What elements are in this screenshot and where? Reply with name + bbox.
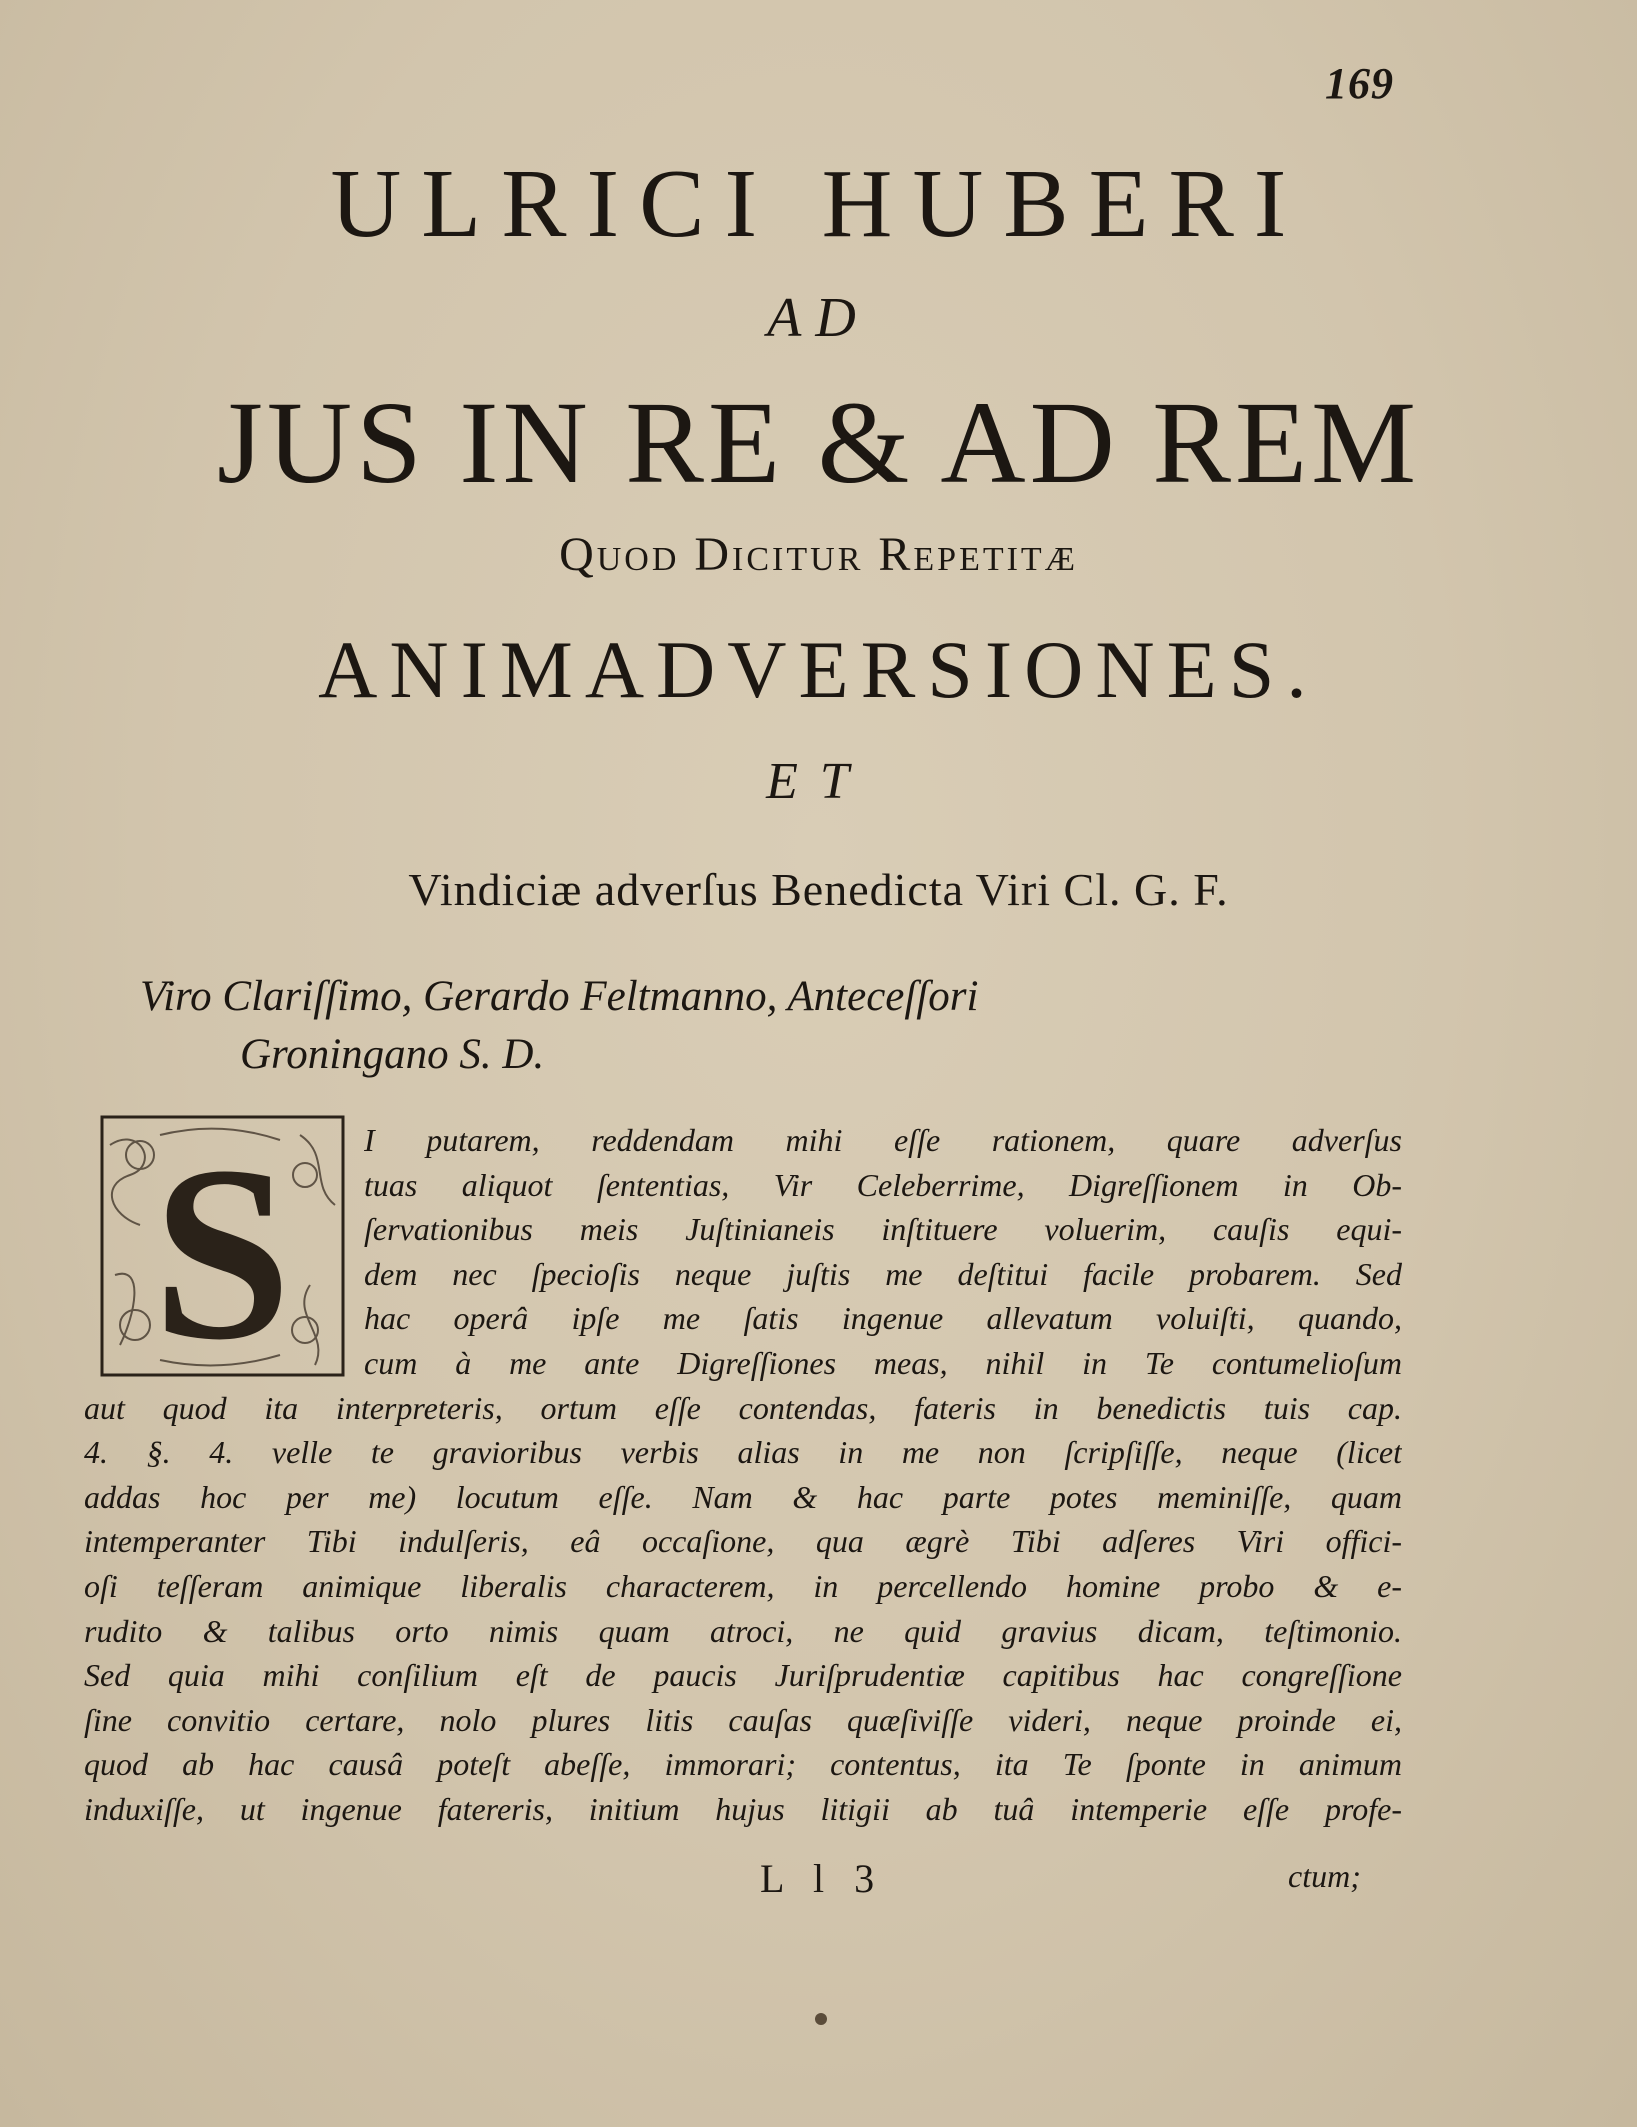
text-line: induxiſſe, ut ingenue fatereris, initium hujus litigii ab tuâ intemperie eſſe profe- — [84, 1790, 1402, 1827]
text-line: dem nec ſpecioſis neque juſtis me deſtitui facile probarem. Sed — [364, 1255, 1402, 1292]
text-line: tuas aliquot ſententias, Vir Celeberrime, Digreſſionem in Ob- — [364, 1166, 1402, 1203]
text-line: hac operâ ipſe me ſatis ingenue allevatum voluiſti, quando, — [364, 1300, 1402, 1337]
text-line: ſervationibus meis Juſtinianeis inſtituere voluerim, cauſis equi- — [364, 1211, 1402, 1248]
salutation — [140, 968, 1440, 1084]
title-author: ULRICI HUBERI — [330, 150, 1307, 258]
text-line: addas hoc per me) locutum eſſe. Nam & hac parte potes meminiſſe, quam — [84, 1478, 1402, 1515]
salutation-line-1: Viro Clariſſimo, Gerardo Feltmanno, Anteceſſori — [140, 973, 979, 1020]
text-line: intemperanter Tibi indulſeris, eâ occaſione, qua ægrè Tibi adſeres Viri offici- — [84, 1523, 1402, 1560]
text-line: aut quod ita interpreteris, ortum eſſe contendas, fateris in benedictis tuis cap. — [84, 1389, 1402, 1426]
title-animadversiones: ANIMADVERSIONES. — [318, 624, 1319, 715]
text-line: quod ab hac causâ poteſt abeſſe, immorari; contentus, ita Te ſponte in animum — [84, 1746, 1402, 1783]
page-number: 169 — [1325, 59, 1394, 108]
text-line: ſine convitio certare, nolo plures litis cauſas quæſiviſſe videri, neque proinde ei, — [84, 1701, 1402, 1738]
title-ad: AD — [767, 287, 870, 349]
text-line: rudito & talibus orto nimis quam atroci, ne quid gravius dicam, teſtimonio. — [84, 1612, 1402, 1649]
title-subtitle: Quod Dicitur Repetitæ — [559, 528, 1078, 581]
text-line: Sed quia mihi conſilium eſt de paucis Juriſprudentiæ capitibus hac congreſſione — [84, 1657, 1402, 1694]
salutation-line-2: Groningano S. D. — [240, 1031, 545, 1078]
text-line: oſi teſſeram animique liberalis characterem, in percellendo homine probo & e- — [84, 1567, 1402, 1604]
text-line: 4. §. 4. velle te gravioribus verbis alias in me non ſcripſiſſe, neque (licet — [84, 1434, 1402, 1471]
catchword: ctum; — [1288, 1858, 1361, 1894]
body-text — [84, 1118, 1402, 1832]
decorated-initial-letter: S — [152, 1115, 292, 1377]
title-vindiciae: Vindiciæ adverſus Benedicta Viri Cl. G. F. — [408, 864, 1229, 915]
title-et: ET — [766, 753, 871, 810]
text-line: cum à me ante Digreſſiones meas, nihil in Te contumelioſum — [364, 1344, 1402, 1381]
title-main: JUS IN RE & AD REM — [217, 377, 1420, 508]
paper-speck — [815, 2013, 827, 2025]
text-line: I putarem, reddendam mihi eſſe rationem, quare adverſus — [364, 1122, 1402, 1158]
signature-mark: L l 3 — [760, 1856, 885, 1901]
